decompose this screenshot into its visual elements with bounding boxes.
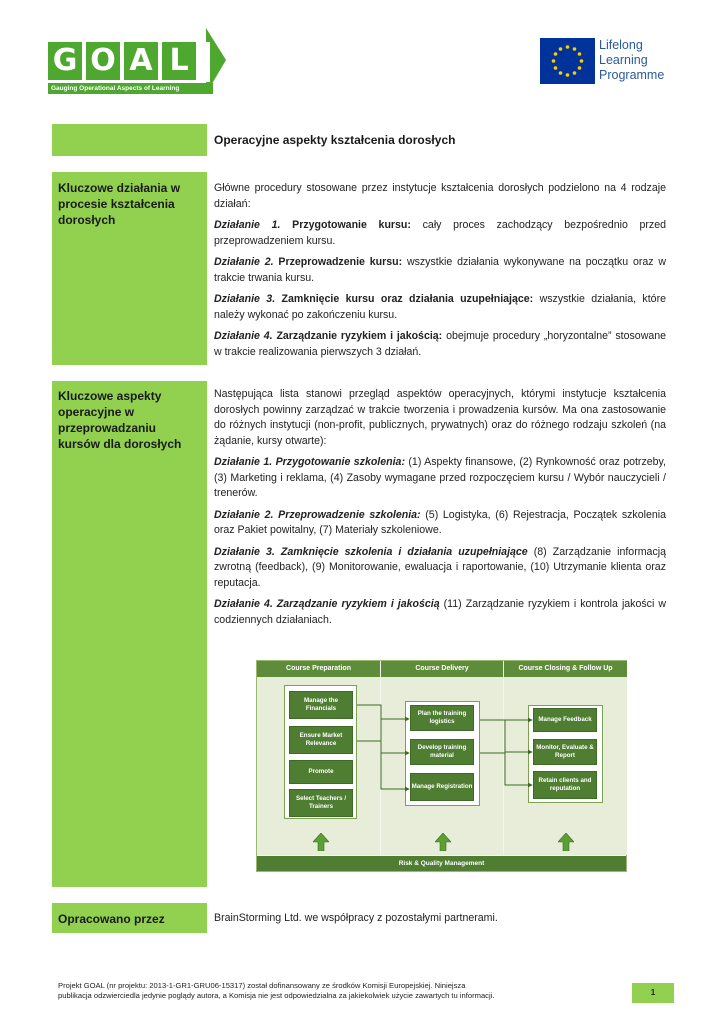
diagram-box: Promote — [289, 760, 353, 784]
eu-programme-line: Learning — [599, 53, 648, 67]
section2-body — [214, 387, 666, 634]
footer-note — [58, 981, 624, 1001]
section1-item: Działanie 1. Przygotowanie kursu: cały proces zachodzący bezpośrednio przed przeprowadzeniem kursu. — [214, 219, 667, 247]
up-arrow-icon — [313, 833, 329, 851]
diagram-column-header: Course Preparation — [257, 661, 380, 677]
section1-item: Działanie 4. Zarządzanie ryzykiem i jakością: obejmuje procedury „horyzontalne” stosowane w trakcie realizowania pierwszych 3 działań. — [214, 330, 667, 358]
eu-programme-line: Lifelong — [599, 38, 643, 52]
section2-item: Działanie 3. Zamknięcie szkolenia i działania uzupełniające (8) Zarządzanie informacją zwrotną (feedback), (9) Monitorowanie, ewaluacja i raportowanie, (10) Utrzymanie klienta oraz reputacja. — [214, 545, 666, 589]
section3-label: Opracowano przez — [58, 912, 165, 926]
process-diagram — [256, 660, 627, 872]
diagram-box: Ensure Market Relevance — [289, 726, 353, 754]
footer-line: publikacja odzwierciedla jedynie poglądy autora, a Komisja nie jest odpowiedzialna za jakiekolwiek użycie zawartych tu informacji. — [58, 991, 495, 1000]
section3-text: BrainStorming Ltd. we współpracy z pozostałymi partnerami. — [214, 912, 498, 924]
section1-label: Kluczowe działania w procesie kształcenia dorosłych — [58, 181, 181, 227]
up-arrow-icon — [435, 833, 451, 851]
section2-label-cell — [52, 381, 207, 887]
diagram-box: Plan the training logistics — [410, 705, 474, 731]
section2-item: Działanie 2. Przeprowadzenie szkolenia: (5) Logistyka, (6) Rejestracja, Początek szkolenia oraz Pakiet powitalny, (7) Materiały szkoleniowe. — [214, 508, 666, 536]
logo-letter: L — [162, 42, 196, 80]
logo-letter: A — [124, 42, 158, 80]
diagram-column-header: Course Delivery — [381, 661, 503, 677]
section1-body — [214, 181, 666, 366]
logo-letter: G — [48, 42, 82, 80]
eu-flag-icon — [540, 38, 595, 84]
section1-intro: Główne procedury stosowane przez instytucje kształcenia dorosłych podzielono na 4 rodzaje działań: — [214, 182, 666, 210]
up-arrow-icon — [558, 833, 574, 851]
diagram-box: Develop training material — [410, 739, 474, 765]
eu-programme-logo — [540, 38, 680, 86]
diagram-box: Manage Registration — [410, 773, 474, 801]
section2-item: Działanie 1. Przygotowanie szkolenia: (1) Aspekty finansowe, (2) Rynkowność oraz potrzeby, (3) Marketing i reklama, (4) Zasoby wymagane przed rozpoczęciem kursu / Wybór nauczycieli / trenerów. — [214, 456, 666, 499]
section1-item: Działanie 3. Zamknięcie kursu oraz działania uzupełniające: wszystkie działania, które należy wykonać po zakończeniu kursu. — [214, 293, 666, 321]
footer-line: Projekt GOAL (nr projektu: 2013-1-GR1-GRU06-15317) został dofinansowany ze środków Komisji Europejskiej. Niniejsza — [58, 981, 466, 990]
goal-logo — [48, 24, 228, 96]
page-title: Operacyjne aspekty kształcenia dorosłych — [214, 133, 456, 147]
section1-label-cell — [52, 172, 207, 365]
logo-letter: O — [86, 42, 120, 80]
diagram-box: Manage the Financials — [289, 691, 353, 719]
section2-item: Działanie 4. Zarządzanie ryzykiem i jakością (11) Zarządzanie ryzykiem i kontrola jakości w codziennych działaniach. — [214, 598, 666, 626]
diagram-box: Manage Feedback — [533, 708, 597, 732]
diagram-box: Monitor, Evaluate & Report — [533, 739, 597, 765]
logo-tagline: Gauging Operational Aspects of Learning — [48, 83, 213, 94]
page-number: 1 — [650, 988, 656, 997]
diagram-box: Retain clients and reputation — [533, 771, 597, 799]
diagram-box: Select Teachers / Trainers — [289, 789, 353, 817]
page-number-box — [632, 983, 674, 1003]
section3-label-cell — [52, 903, 207, 933]
section1-item: Działanie 2. Przeprowadzenie kursu: wszystkie działania wykonywane na początku oraz w trakcie trwania kursu. — [214, 256, 667, 284]
section2-label: Kluczowe aspekty operacyjne w przeprowadzaniu kursów dla dorosłych — [58, 389, 182, 451]
title-row-label-cell — [52, 124, 207, 156]
diagram-column-header: Course Closing & Follow Up — [504, 661, 627, 677]
diagram-bottom-bar: Risk & Quality Management — [257, 856, 626, 871]
eu-programme-line: Programme — [599, 68, 665, 82]
section2-intro: Następująca lista stanowi przegląd aspektów operacyjnych, którymi instytucje kształcenia dorosłych powinny zarządzać w trakcie tworzenia i prowadzenia kursów. Ma ona zastosowanie do różnych instytucji (non-profit, publicznych, prywatnych) oraz do różnego rodzaju szkoleń (na żądanie, kursy otwarte): — [214, 388, 666, 447]
